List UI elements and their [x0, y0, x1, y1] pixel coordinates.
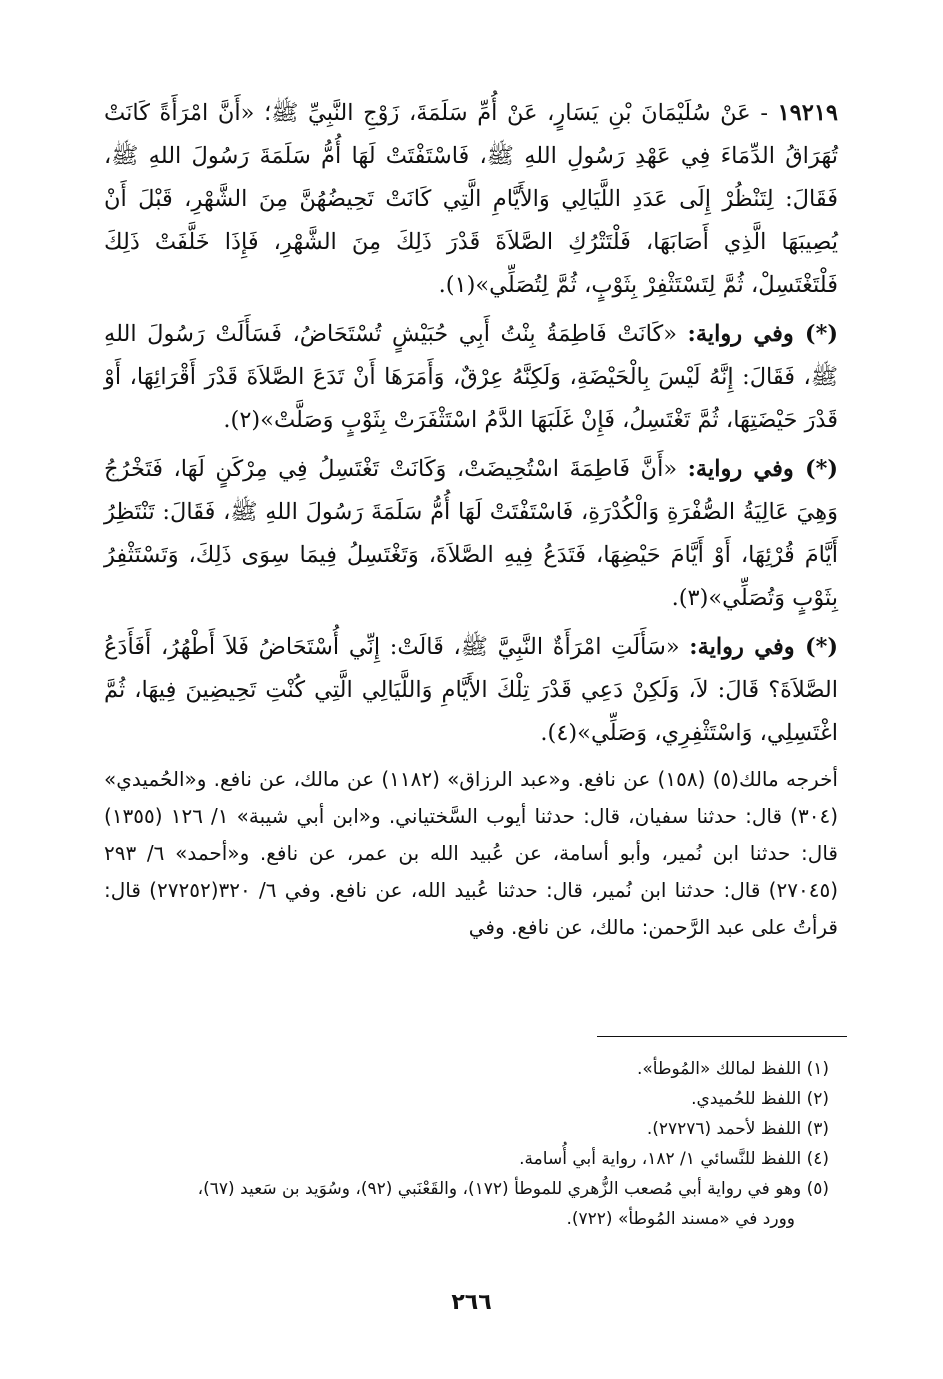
narration-2-text: «أَنَّ فَاطِمَةَ اسْتُحِيضَتْ، وَكَانَتْ تَغْتَسِلُ فِي مِرْكَنٍ لَهَا، فَتَخْرُجُ وَهِيَ عَالِيَةُ الصُّفْرَةِ وَالْكُدْرَةِ، فَاسْتَفْتَتْ لَهَا أُمُّ سَلَمَةَ رَسُولَ اللهِ ﷺ، فَقَالَ: تَنْتَظِرُ أَيَّامَ قُرْئِهَا، أَوْ أَيَّامَ حَيْضِهَا، فَتَدَعُ فِيهِ الصَّلاَةَ، وَتَغْتَسِلُ فِيمَا سِوَى ذَلِكَ، وَتَسْتَثْفِرُ بِثَوْبٍ وَتُصَلِّي»(٣). [104, 456, 838, 611]
page-number: ٢٦٦ [451, 1290, 492, 1315]
narration-1 [104, 313, 838, 442]
footnote-1: (١) اللفظ لمالك «المُوطأ». [636, 1059, 829, 1079]
sources-section [104, 761, 838, 946]
narration-2 [104, 448, 838, 620]
hadith-heading: - عَنْ سُلَيْمَانَ بْنِ يَسَارٍ، عَنْ أُمِّ سَلَمَةَ، زَوْجِ النَّبِيِّ ﷺ؛ [264, 100, 768, 126]
narration-1-lead: (*) وفي رواية: [687, 321, 838, 347]
sources-text: أخرجه مالك(٥) (١٥٨) عن نافع. و«عبد الرزاق» (١١٨٢) عن مالك، عن نافع. و«الحُميدي» (٣٠٤) قال: حدثنا سفيان، قال: حدثنا أيوب السَّختياني. و«ابن أبي شيبة» ١/ ١٢٦ (١٣٥٥) قال: حدثنا ابن نُمير، وأبو أسامة، عن عُبيد الله بن عمر، عن نافع. و«أحمد» ٦/ ٢٩٣ (٢٧٠٤٥) قال: حدثنا ابن نُمير، قال: حدثنا عُبيد الله، عن نافع. وفي ٦/ ٣٢٠(٢٧٢٥٢) قال: قرأتُ على عبد الرَّحمن: مالك، عن نافع. وفي [104, 767, 838, 939]
footnote-3: (٣) اللفظ لأحمد (٢٧٢٧٦). [646, 1119, 829, 1139]
main-text [104, 92, 838, 755]
narration-3-text: «سَأَلَتِ امْرَأَةٌ النَّبِيَّ ﷺ، قَالَتْ: إِنِّي أُسْتَحَاضُ فَلاَ أَطْهُرُ، أَفَأَدَعُ الصَّلاَةَ؟ قَالَ: لاَ، وَلَكِنْ دَعِي قَدْرَ تِلْكَ الأَيَّامِ وَاللَّيَالِي الَّتِي كُنْتِ تَحِيضِينَ فِيهَا، ثُمَّ اغْتَسِلِي، وَاسْتَثْفِرِي، وَصَلِّي»(٤). [104, 634, 838, 746]
footnotes [105, 1054, 847, 1234]
narration-3 [104, 626, 838, 755]
narration-3-lead: (*) وفي رواية: [689, 634, 838, 660]
hadith-number: ١٩٢١٩ [777, 100, 839, 126]
footnote-2: (٢) اللفظ للحُميدي. [691, 1089, 829, 1109]
narration-2-lead: (*) وفي رواية: [687, 456, 838, 482]
footnote-4: (٤) اللفظ للنَّسائي ١/ ١٨٢، رواية أبي أُسامة. [519, 1149, 829, 1169]
page-body [104, 92, 838, 946]
footnote-divider [597, 1036, 847, 1037]
footnote-5: (٥) وهو في رواية أبي مُصعب الزُّهري للموطأ (١٧٢)، والقَعْنَبي (٩٢)، وسُوَيد بن سَعيد (٦٧)، [197, 1179, 829, 1199]
narration-1-text: «كَانَتْ فَاطِمَةُ بِنْتُ أَبِي حُبَيْشٍ تُسْتَحَاضُ، فَسَأَلَتْ رَسُولَ اللهِ ﷺ، فَقَالَ: إِنَّهُ لَيْسَ بِالْحَيْضَةِ، وَلَكِنَّهُ عِرْقٌ، وَأَمَرَهَا أَنْ تَدَعَ الصَّلاَةَ قَدْرَ أَقْرَائِهَا، أَوْ قَدْرَ حَيْضَتِهَا، ثُمَّ تَغْتَسِلُ، فَإِنْ غَلَبَهَا الدَّمُ اسْتَثْفَرَتْ بِثَوْبٍ وَصَلَّتْ»(٢). [104, 321, 838, 433]
footnote-5-continuation: وورد في «مسند المُوطأ» (٧٢٢). [566, 1209, 795, 1229]
hadith-paragraph [104, 92, 838, 307]
hadith-text: «أَنَّ امْرَأَةً كَانَتْ تُهَرَاقُ الدِّمَاءَ فِي عَهْدِ رَسُولِ اللهِ ﷺ، فَاسْتَفْتَتْ لَهَا أُمُّ سَلَمَةَ رَسُولَ اللهِ ﷺ، فَقَالَ: لِتَنْظُرْ إِلَى عَدَدِ اللَّيَالِي وَالأَيَّامِ الَّتِي كَانَتْ تَحِيضُهُنَّ مِنَ الشَّهْرِ، قَبْلَ أَنْ يُصِيبَهَا الَّذِي أَصَابَهَا، فَلْتَتْرُكِ الصَّلاَةَ قَدْرَ ذَلِكَ مِنَ الشَّهْرِ، فَإِذَا خَلَّفَتْ ذَلِكَ فَلْتَغْتَسِلْ، ثُمَّ لِتَسْتَثْفِرْ بِثَوْبٍ، ثُمَّ لِتُصَلِّي»(١). [104, 100, 838, 298]
